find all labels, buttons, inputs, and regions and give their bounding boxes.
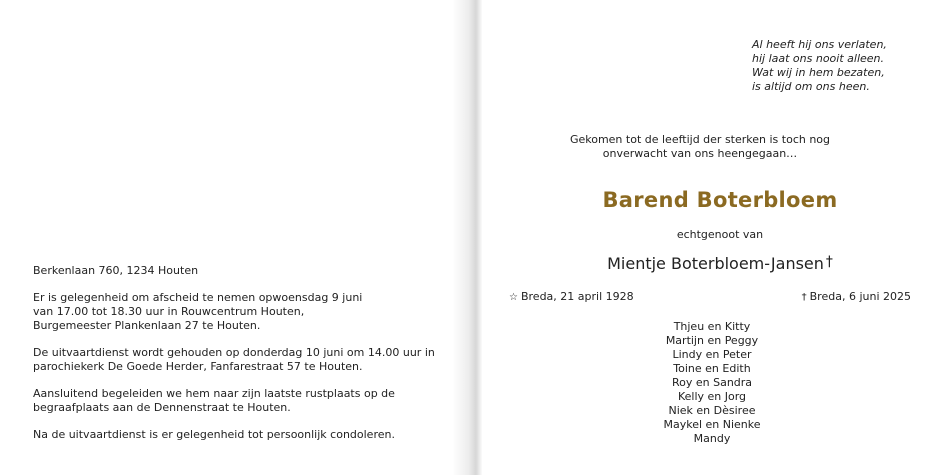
service-paragraph [33, 346, 453, 374]
burial-paragraph [33, 387, 453, 415]
list-item: Maykel en Nienke [663, 418, 761, 431]
spouse-label: echtgenoot van [676, 228, 764, 241]
children-list [612, 320, 812, 446]
poem-line: is altijd om ons heen. [752, 80, 870, 93]
cross-icon: † [801, 292, 807, 303]
burial-line: begraafplaats aan de Dennenstraat te Houten. [33, 401, 291, 414]
list-item: Niek en Dèsiree [668, 404, 756, 417]
death-date: Breda, 6 juni 2025 [809, 290, 911, 303]
poem-line: hij laat ons nooit alleen. [752, 52, 885, 65]
farewell-line: Burgemeester Plankenlaan 27 te Houten. [33, 319, 261, 332]
death-info [802, 290, 911, 303]
star-icon: ☆ [509, 292, 518, 303]
poem-line: Al heeft hij ons verlaten, [752, 38, 887, 51]
burial-line: Aansluitend begeleiden we hem naar zijn laatste rustplaats op de [33, 387, 395, 400]
list-item: Mandy [693, 432, 731, 445]
intro-line: Gekomen tot de leeftijd der sterken is toch nog [569, 133, 831, 146]
farewell-line: Er is gelegenheid om afscheid te nemen opwoensdag 9 juni [33, 291, 363, 304]
list-item: Lindy en Peter [672, 348, 752, 361]
cross-icon: † [825, 254, 833, 270]
service-line: De uitvaartdienst wordt gehouden op donderdag 10 juni om 14.00 uur in [33, 346, 435, 359]
list-item: Kelly en Jorg [677, 390, 747, 403]
list-item: Roy en Sandra [671, 376, 753, 389]
page-fold-shadow [452, 0, 482, 475]
poem-line: Wat wij in hem bezaten, [752, 66, 885, 79]
poem [752, 38, 942, 94]
spouse-name: Mientje Boterbloem-Jansen [607, 254, 824, 273]
deceased-name: Barend Boterbloem [602, 188, 838, 212]
condolence-paragraph: Na de uitvaartdienst is er gelegenheid tot persoonlijk condoleren. [33, 428, 395, 441]
funeral-info [33, 264, 453, 455]
farewell-line: van 17.00 tot 18.30 uur in Rouwcentrum Houten, [33, 305, 305, 318]
birth-date: Breda, 21 april 1928 [520, 290, 634, 303]
service-line: parochiekerk De Goede Herder, Fanfarestraat 57 te Houten. [33, 360, 363, 373]
list-item: Martijn en Peggy [665, 334, 759, 347]
spouse-name-line [520, 254, 920, 273]
intro-line: onverwacht van ons heengegaan… [602, 147, 798, 160]
list-item: Toine en Edith [673, 362, 751, 375]
intro-text [520, 133, 880, 161]
birth-info [509, 290, 634, 303]
farewell-paragraph [33, 291, 453, 333]
list-item: Thjeu en Kitty [673, 320, 751, 333]
address: Berkenlaan 760, 1234 Houten [33, 264, 199, 277]
